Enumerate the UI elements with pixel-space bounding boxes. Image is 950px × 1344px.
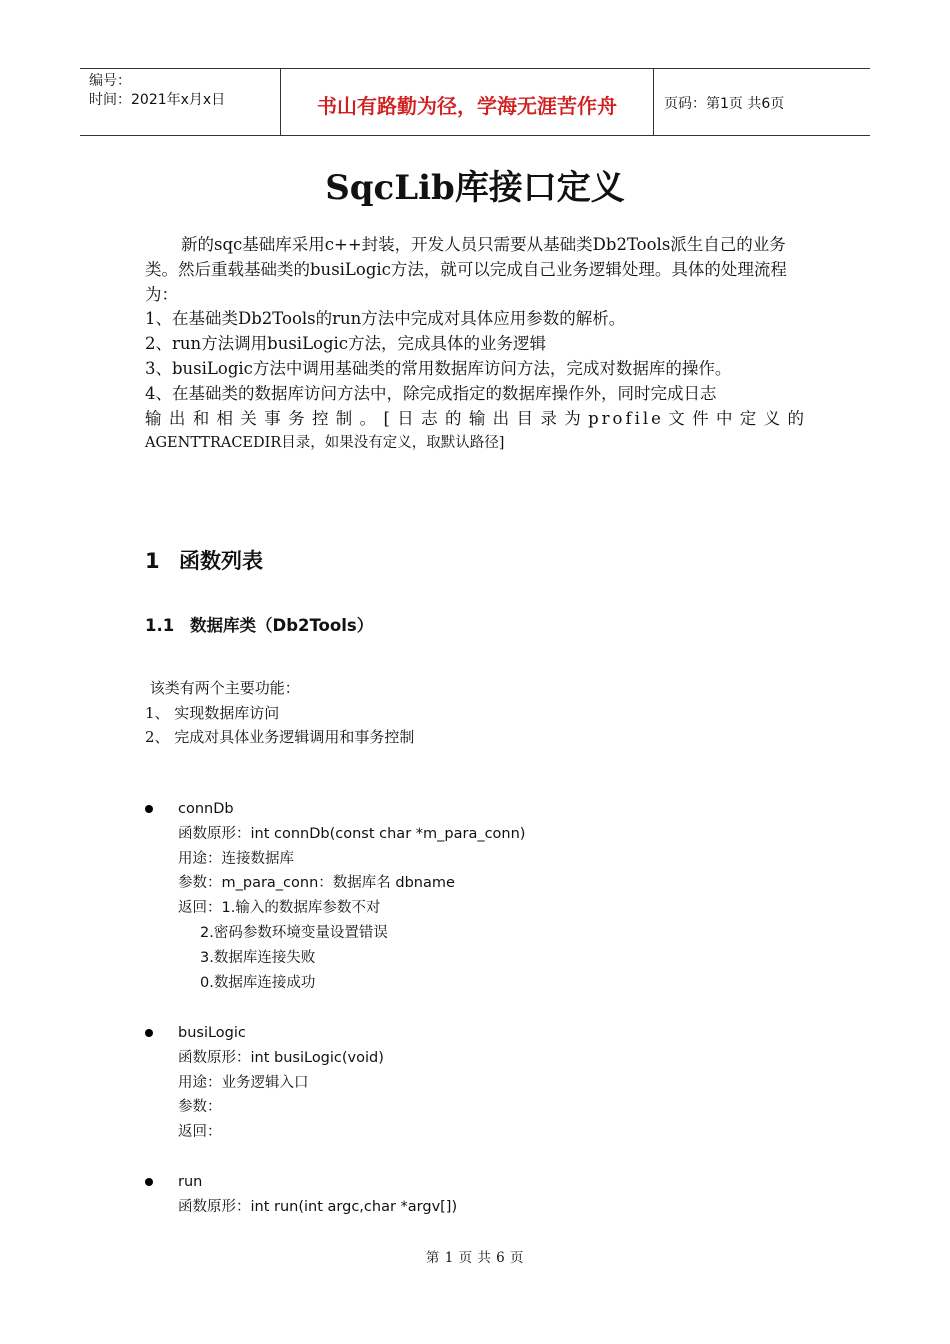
bullet-icon	[145, 1021, 155, 1046]
function-name: busiLogic	[178, 1025, 246, 1041]
function-busilogic	[145, 1021, 384, 1145]
class-intro-line: 该类有两个主要功能：	[145, 679, 300, 697]
subsection-number: 1.1	[145, 616, 175, 635]
function-conndb	[145, 797, 525, 995]
function-params: 参数：	[178, 1099, 222, 1116]
function-returns: 返回：1.输入的数据库参数不对	[178, 900, 381, 917]
intro-step-1: 1、在基础类Db2Tools的run方法中完成对具体应用参数的解析。	[145, 309, 626, 329]
intro-section	[145, 233, 807, 456]
header-meta-cell	[80, 69, 281, 135]
document-title: SqcLib库接口定义	[325, 168, 625, 208]
section-heading-1-1	[145, 612, 373, 636]
function-name: connDb	[178, 801, 234, 817]
intro-step-4-end: AGENTTRACEDIR目录，如果没有定义，取默认路径]	[145, 435, 505, 452]
function-params: 参数：m_para_conn：数据库名 dbname	[178, 875, 455, 892]
serial-label: 编号：	[89, 73, 131, 89]
section-title: 函数列表	[179, 549, 263, 573]
intro-step-3: 3、busiLogic方法中调用基础类的常用数据库访问方法，完成对数据库的操作。	[145, 358, 732, 378]
function-return-2: 2.密码参数环境变量设置错误	[200, 924, 388, 941]
function-usage: 用途：连接数据库	[178, 850, 294, 867]
intro-step-2: 2、run方法调用busiLogic方法，完成具体的业务逻辑	[145, 334, 547, 354]
intro-step-4: 4、在基础类的数据库访问方法中，除完成指定的数据库操作外，同时完成日志	[145, 383, 717, 403]
bullet-icon	[145, 1170, 155, 1195]
function-prototype: 函数原形：int run(int argc,char *argv[])	[178, 1198, 458, 1215]
header-table	[80, 68, 870, 136]
section-heading-1	[145, 545, 263, 575]
intro-step-4-cont: 输出和相关事务控制。[日志的输出目录为profile文件中定义的	[145, 408, 807, 428]
section-number: 1	[145, 549, 160, 573]
function-return-3: 3.数据库连接失败	[200, 949, 316, 966]
class-feature-2: 2、 完成对具体业务逻辑调用和事务控制	[145, 728, 415, 746]
class-feature-1: 1、 实现数据库访问	[145, 703, 280, 722]
function-prototype: 函数原形：int connDb(const char *m_para_conn)	[178, 825, 526, 842]
function-usage: 用途：业务逻辑入口	[178, 1074, 309, 1091]
page-footer: 第 1 页 共 6 页	[425, 1250, 525, 1266]
function-prototype: 函数原形：int busiLogic(void)	[178, 1049, 384, 1066]
function-return-0: 0.数据库连接成功	[200, 974, 316, 991]
function-name: run	[178, 1174, 203, 1190]
header-page-info: 页码：第1页 共6页	[664, 96, 785, 112]
function-returns: 返回：	[178, 1124, 222, 1141]
function-run	[145, 1170, 457, 1220]
date-label: 时间：2021年x月x日	[89, 92, 226, 108]
intro-paragraph: 新的sqc基础库采用c++封装，开发人员只需要从基础类Db2Tools派生自己的业务类。然后重载基础类的busiLogic方法，就可以完成自己业务逻辑处理。具体的处理流程为：	[145, 235, 787, 304]
class-intro	[145, 676, 414, 750]
subsection-title: 数据库类（Db2Tools）	[190, 616, 374, 635]
bullet-icon	[145, 797, 155, 822]
header-motto: 书山有路勤为径，学海无涯苦作舟	[281, 69, 654, 135]
